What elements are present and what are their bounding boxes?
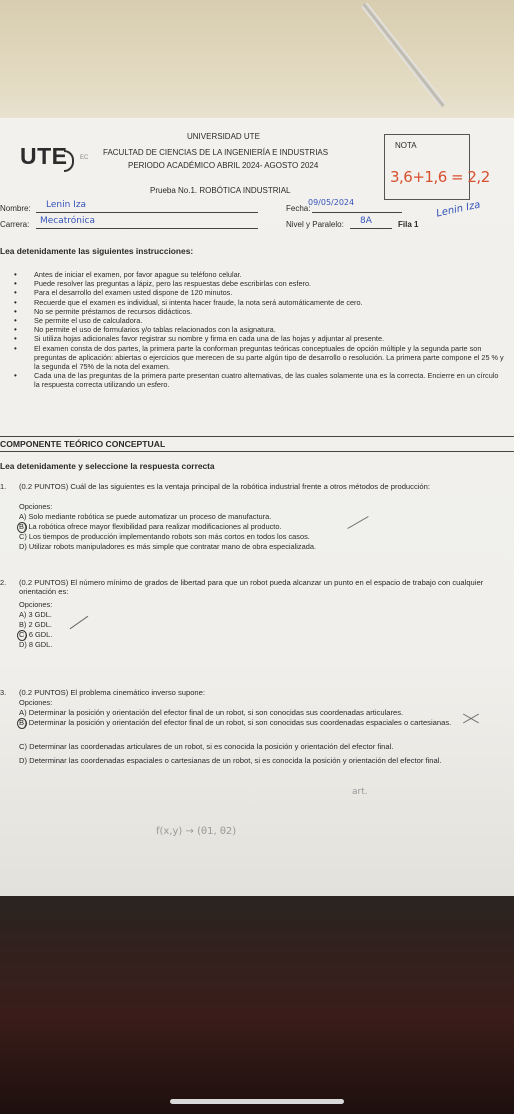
- logo-suffix: EC: [80, 155, 89, 161]
- instructions-list: [34, 270, 504, 390]
- section-divider: [0, 451, 514, 452]
- instruction-item: • Cada una de las preguntas de la primera parte presentan cuatro alternativas, de las cuales solamente una es la correcta. Encierre en un círculo la respuesta correcta utilizando un esfero.: [34, 371, 504, 389]
- nivel-value: 8A: [360, 216, 372, 226]
- fecha-label: Fecha:: [286, 204, 311, 213]
- ute-logo: UTE: [20, 143, 68, 169]
- option-b[interactable]: B) La robótica ofrece mayor flexibilidad para realizar modificaciones al producto.: [19, 522, 282, 531]
- instruction-item: • Si utiliza hojas adicionales favor registrar su nombre y firma en cada una de las hojas y adjuntar al presente.: [34, 334, 504, 343]
- instruction-item: • Antes de iniciar el examen, por favor apague su teléfono celular.: [34, 270, 504, 279]
- grade-label: NOTA: [395, 141, 417, 150]
- carrera-line: [36, 228, 258, 229]
- section-title: COMPONENTE TEÓRICO CONCEPTUAL: [0, 439, 166, 449]
- fila-label: Fila 1: [398, 220, 419, 229]
- pencil-note: f(x,y) → (θ1, θ2): [156, 826, 237, 837]
- nivel-label: Nivel y Paralelo:: [286, 220, 344, 229]
- option-a[interactable]: A) Solo mediante robótica se puede automatizar un proceso de manufactura.: [19, 512, 272, 521]
- question-text: (0.2 PUNTOS) Cuál de las siguientes es la ventaja principal de la robótica industrial frente a otros métodos de producción:: [19, 482, 430, 491]
- question-number: 2.: [0, 578, 7, 587]
- option-b[interactable]: B) Determinar la posición y orientación del efector final de un robot, si son conocidas sus coordenadas espaciales o cartesianas.: [19, 718, 452, 727]
- instruction-item: • No se permite préstamos de recursos didácticos.: [34, 307, 504, 316]
- nivel-line: [350, 228, 392, 229]
- pencil-note: art.: [352, 787, 368, 797]
- option-c[interactable]: C) 6 GDL.: [19, 630, 53, 639]
- instruction-item: • Se permite el uso de calculadora.: [34, 316, 504, 325]
- option-c[interactable]: C) Los tiempos de producción implementando robots son más cortos en todos los casos.: [19, 532, 310, 541]
- instruction-item: • Para el desarrollo del examen usted dispone de 120 minutos.: [34, 288, 504, 297]
- grade-value: 3,6+1,6 = 2,2: [390, 168, 490, 186]
- option-c[interactable]: C) Determinar las coordenadas articulares de un robot, si es conocida la posición y orientación del efector final.: [19, 742, 394, 751]
- nombre-line: [36, 212, 258, 213]
- section-divider: [0, 436, 514, 437]
- option-d[interactable]: D) Determinar las coordenadas espaciales o cartesianas de un robot, si es conocida la posición y orientación del efector final.: [19, 756, 442, 765]
- instruction-item: • No permite el uso de formularios y/o tablas relacionados con la asignatura.: [34, 325, 504, 334]
- faculty-name: FACULTAD DE CIENCIAS DE LA INGENIERÍA E INDUSTRIAS: [103, 148, 329, 157]
- fecha-line: [312, 212, 402, 213]
- instruction-item: • El examen consta de dos partes, la primera parte la conforman preguntas teóricas conceptuales de opción múltiple y la segunda parte son preguntas de aplicación: abiertas o ejercicios que merecen de su parte algún tipo de desarrollo o resolución. La primera parte compone el 25 % y la segunda el 75% de la nota del examen.: [34, 344, 504, 372]
- option-a[interactable]: A) Determinar la posición y orientación del efector final de un robot, si son conocidas sus coordenadas articulares.: [19, 708, 404, 717]
- options-label: Opciones:: [19, 502, 53, 511]
- table-surface: [0, 896, 514, 1114]
- instruction-item: • Recuerde que el examen es individual, si intenta hacer fraude, la nota será automáticamente de cero.: [34, 298, 504, 307]
- option-d[interactable]: D) 8 GDL.: [19, 640, 53, 649]
- option-a[interactable]: A) 3 GDL.: [19, 610, 52, 619]
- academic-period: PERIODO ACADÉMICO ABRIL 2024- AGOSTO 2024: [128, 161, 319, 170]
- university-name: UNIVERSIDAD UTE: [187, 132, 260, 141]
- option-d[interactable]: D) Utilizar robots manipuladores es más simple que contratar mano de obra especializada.: [19, 542, 317, 551]
- carrera-value: Mecatrónica: [40, 216, 95, 226]
- options-label: Opciones:: [19, 600, 53, 609]
- nombre-label: Nombre:: [0, 204, 31, 213]
- option-b[interactable]: B) 2 GDL.: [19, 620, 52, 629]
- fecha-value: 09/05/2024: [308, 198, 355, 207]
- instruction-item: • Puede resolver las preguntas a lápiz, pero las respuestas debe escribirlas con esfero.: [34, 279, 504, 288]
- signature: Lenin Iza: [435, 199, 482, 220]
- options-label: Opciones:: [19, 698, 53, 707]
- section-subtitle: Lea detenidamente y seleccione la respuesta correcta: [0, 461, 215, 471]
- exam-paper: [0, 118, 514, 896]
- carrera-label: Carrera:: [0, 220, 30, 229]
- question-text: (0.2 PUNTOS) El problema cinemático inverso supone:: [19, 688, 205, 697]
- instructions-heading: Lea detenidamente las siguientes instrucciones:: [0, 246, 194, 256]
- nombre-value: Lenin Iza: [46, 200, 87, 210]
- question-number: 1.: [0, 482, 7, 491]
- grade-box: [384, 134, 470, 200]
- home-indicator: [170, 1099, 344, 1104]
- question-number: 3.: [0, 688, 7, 697]
- question-text: (0.2 PUNTOS) El número mínimo de grados de libertad para que un robot pueda alcanzar un punto en el espacio de trabajo con cualquier orientación es:: [19, 578, 484, 597]
- exam-title: Prueba No.1. ROBÓTICA INDUSTRIAL: [150, 186, 291, 195]
